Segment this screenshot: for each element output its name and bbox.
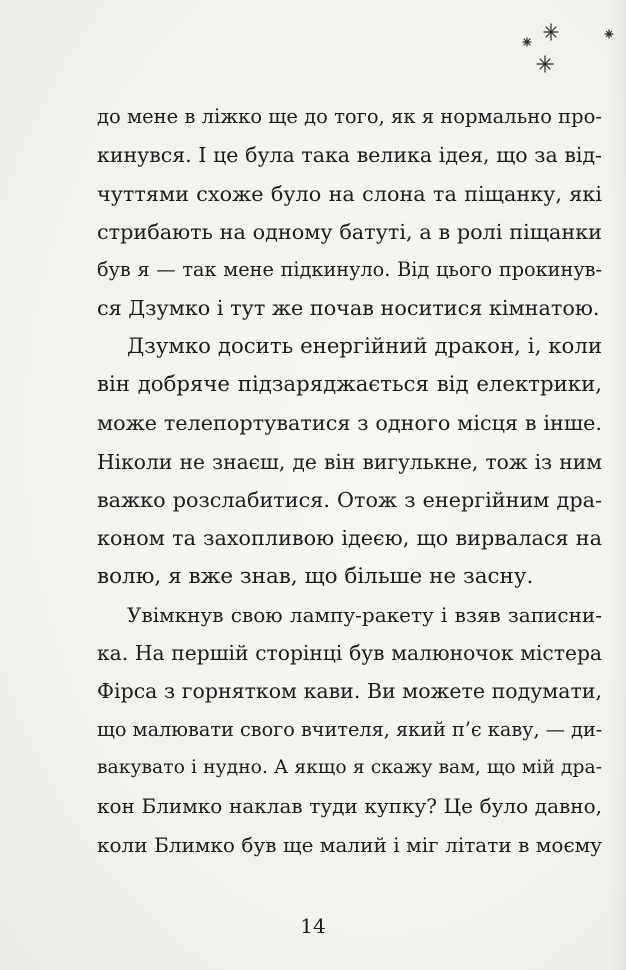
- text-line: Дзумко досить енергійний дракон, і, коли: [127, 333, 602, 359]
- body-text: [97, 98, 602, 864]
- text-line: він добряче підзаряджається від електрики,: [97, 372, 602, 398]
- text-line: кон Блимко наклав туди купку? Це було давно,: [97, 794, 602, 819]
- text-line: що малювати свого вчителя, який п’є каву, — ди-: [97, 717, 603, 741]
- text-line: був я — так мене підкинуло. Від цього прокинув-: [97, 258, 602, 282]
- text-line: вакувато і нудно. А якщо я скажу вам, що мій дра-: [97, 757, 602, 779]
- text-line: кинувся. І це була така велика ідея, що за від-: [97, 143, 602, 168]
- paragraph: [97, 596, 602, 864]
- text-line: Увімкнув свою лампу-ракету і взяв записни-: [127, 602, 602, 627]
- text-line: Фірса з горнятком кави. Ви можете подумати,: [97, 679, 602, 704]
- text-line: до мене в ліжко ще до того, як я нормально про-: [97, 105, 602, 128]
- text-line: може телепортуватися з одного місця в інше.: [97, 411, 602, 436]
- text-line: волю, я вже знав, що більше не засну.: [97, 563, 534, 589]
- page-number: 14: [300, 914, 326, 938]
- page-edge-shadow: [612, 0, 626, 970]
- text-line: чуттями схоже було на слона та піщанку, які: [97, 181, 602, 206]
- text-line: ся Дзумко і тут же почав носитися кімнатою.: [97, 296, 600, 321]
- text-line: важко розслабитися. Отож з енергійним дра-: [97, 487, 602, 512]
- text-line: ка. На першій сторінці був малюночок містера: [97, 641, 602, 666]
- paragraph: [97, 98, 602, 328]
- sparkle-stars-icon: [515, 18, 615, 78]
- text-line: Ніколи не знаєш, де він вигулькне, тож із ним: [97, 449, 602, 474]
- text-line: стрибають на одному батуті, а в ролі піщанки: [97, 219, 602, 244]
- text-line: коном та захопливою ідеєю, що вирвалася на: [97, 526, 602, 551]
- text-line: коли Блимко був ще малий і міг літати в моєму: [97, 832, 602, 857]
- paragraph: [97, 328, 602, 596]
